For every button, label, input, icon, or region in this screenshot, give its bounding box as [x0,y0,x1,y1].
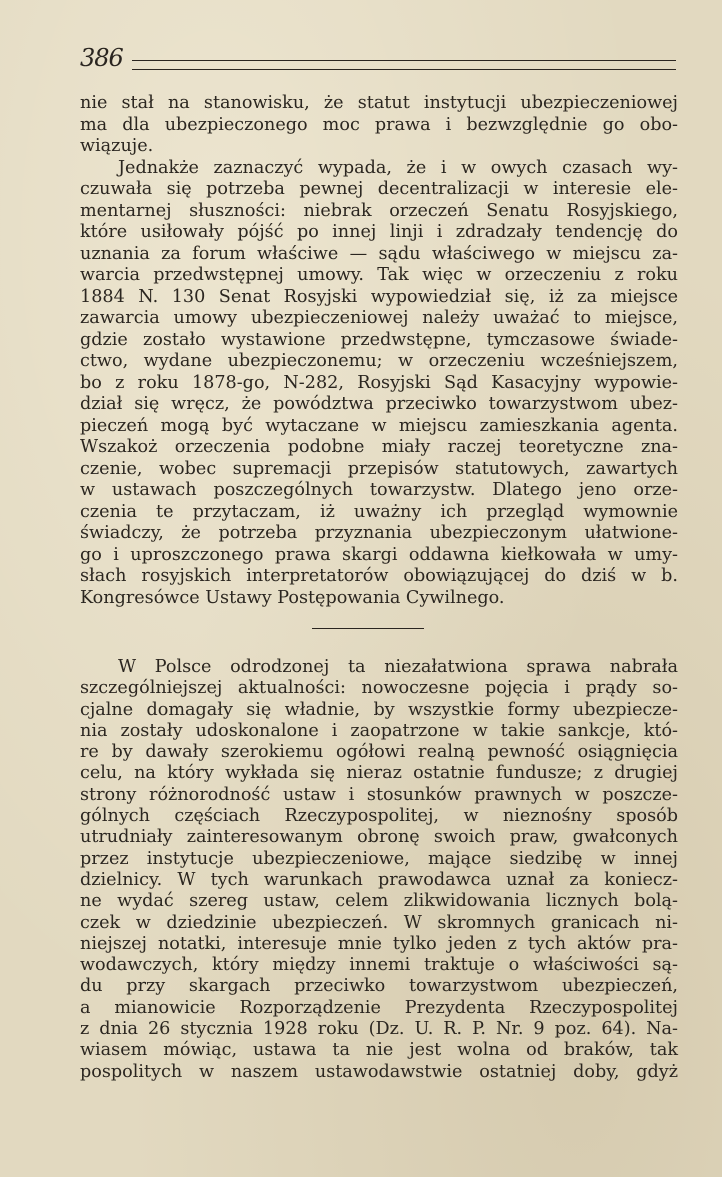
text-line: ne wydać szereg ustaw, celem zlikwidowania licznych bolą- [80,891,678,912]
section-separator [312,628,424,629]
text-line: czuwała się potrzeba pewnej decentralizacji w interesie ele- [80,179,678,199]
text-line: W Polsce odrodzonej ta niezałatwiona sprawa nabrała [118,657,678,677]
text-line: czenie, wobec supremacji przepisów statutowych, zawartych [80,458,678,479]
text-line: nia zostały udoskonalone i zaopatrzone w takie sankcje, któ- [80,720,678,741]
text-line: gdzie zostało wystawione przedwstępne, tymczasowe świade- [80,329,678,350]
text-line: z dnia 26 stycznia 1928 roku (Dz. U. R. P. Nr. 9 poz. 64). Na- [80,1019,678,1040]
text-line: szczególniejszej aktualności: nowoczesne pojęcia i prądy so- [80,678,678,699]
text-line: a mianowicie Rozporządzenie Prezydenta Rzeczypospolitej [80,997,678,1018]
text-line: czenia te przytaczam, iż uważny ich przegląd wymownie [80,501,678,522]
text-line: przez instytucje ubezpieczeniowe, mające siedzibę w innej [80,848,678,869]
text-line: niejszej notatki, interesuje mnie tylko jeden z tych aktów pra- [80,933,678,954]
page-number: 386 [80,44,123,72]
text-line: wiasem mówiąc, ustawa ta nie jest wolna od braków, tak [80,1040,678,1061]
text-line: wodawczych, który między innemi traktuje o właściwości są- [80,955,678,976]
text-line: mentarnej słuszności: niebrak orzeczeń Senatu Rosyjskiego, [80,200,678,221]
text-line: Kongresówce Ustawy Postępowania Cywilnego. [80,587,505,608]
text-line: uznania za forum właściwe — sądu właściwego w miejscu za- [80,243,678,264]
text-line: czek w dziedzinie ubezpieczeń. W skromnych granicach ni- [80,912,678,933]
text-line: ma dla ubezpieczonego moc prawa i bezwzględnie go obo- [80,114,678,135]
text-line: pieczeń mogą być wytaczane w miejscu zamieszkania agenta. [80,415,678,436]
text-line: ctwo, wydane ubezpieczonemu; w orzeczeniu wcześniejszem, [80,351,678,371]
paragraph-group-1 [80,93,678,609]
text-line: utrudniały zainteresowanym obronę swoich praw, gwałconych [80,827,678,848]
text-line: gólnych częściach Rzeczypospolitej, w nieznośny sposób [80,806,678,827]
text-line: bo z roku 1878-go, N-282, Rosyjski Sąd Kasacyjny wypowie- [80,372,678,393]
text-line: zawarcia umowy ubezpieczeniowej należy uważać to miejsce, [80,308,678,328]
text-line: które usiłowały pójść po innej linji i zdradzały tendencję do [80,222,678,242]
page-header [80,44,676,80]
text-line: du przy skargach przeciwko towarzystwom ubezpieczeń, [80,976,678,997]
text-line: słach rosyjskich interpretatorów obowiązującej do dziś w b. [80,566,678,586]
header-double-rule [132,60,676,70]
text-line: wiązuje. [80,136,154,156]
text-line: dzielnicy. W tych warunkach prawodawca uznał za koniecz- [80,869,678,890]
text-line: nie stał na stanowisku, że statut instytucji ubezpieczeniowej [80,93,678,113]
text-line: celu, na który wykłada się nieraz ostatnie fundusze; z drugiej [80,763,678,784]
text-line: Wszakoż orzeczenia podobne miały raczej teoretyczne zna- [80,437,678,457]
text-line: 1884 N. 130 Senat Rosyjski wypowiedział się, iż za miejsce [80,286,678,307]
text-line: świadczy, że potrzeba przyznania ubezpieczonym ułatwione- [80,523,678,543]
text-line: re by dawały szerokiemu ogółowi realną pewność osiągnięcia [80,742,678,763]
text-line: Jednakże zaznaczyć wypada, że i w owych czasach wy- [118,157,678,178]
text-line: strony różnorodność ustaw i stosunków prawnych w poszcze- [80,784,678,805]
text-line: go i uproszczonego prawa skargi oddawna kiełkowała w umy- [80,544,678,565]
text-line: dział się wręcz, że powództwa przeciwko towarzystwom ubez- [80,394,678,414]
text-line: pospolitych w naszem ustawodawstwie ostatniej doby, gdyż [80,1061,678,1082]
text-line: w ustawach poszczególnych towarzystw. Dlatego jeno orze- [80,480,678,500]
text-line: cjalne domagały się władnie, by wszystkie formy ubezpiecze- [80,699,678,720]
text-line: warcia przedwstępnej umowy. Tak więc w orzeczeniu z roku [80,265,678,285]
paragraph-group-2 [80,657,678,1083]
